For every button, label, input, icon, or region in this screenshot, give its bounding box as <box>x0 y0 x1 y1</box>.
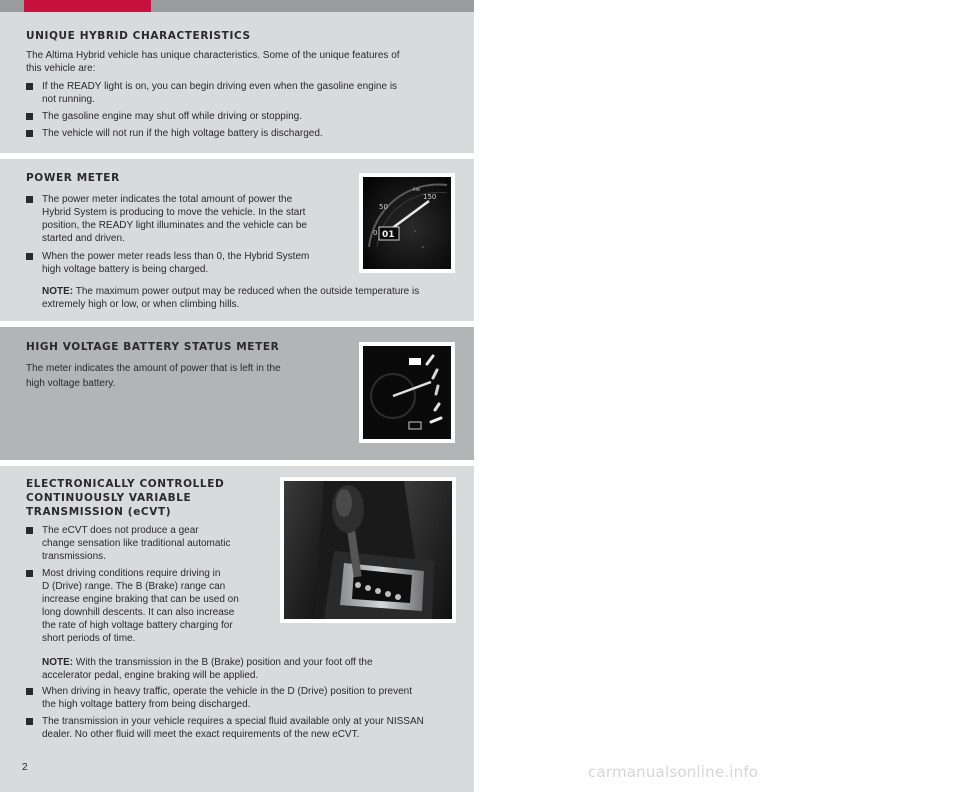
bullet-square-icon <box>26 130 33 137</box>
manual-page <box>0 0 474 792</box>
bullet-line: not running. <box>42 94 95 105</box>
gauge-50-label: 50 <box>379 203 388 211</box>
heading-line: ELECTRONICALLY CONTROLLED <box>26 478 225 490</box>
ecvt-bullet-4 <box>42 715 424 741</box>
bullet-line: change sensation like traditional automatic <box>42 538 231 549</box>
bullet-line: Most driving conditions require driving in <box>42 568 221 579</box>
unique-hybrid-bullet-3: The vehicle will not run if the high voltage battery is discharged. <box>42 128 323 139</box>
bullet-line: dealer. No other fluid will meet the exact requirements of the new eCVT. <box>42 729 360 740</box>
bullet-line: When the power meter reads less than 0, the Hybrid System <box>42 251 310 262</box>
bullet-line: D (Drive) range. The B (Brake) range can <box>42 581 226 592</box>
unique-hybrid-intro-2: this vehicle are: <box>26 63 96 74</box>
ecvt-bullet-3 <box>42 685 412 711</box>
section-ecvt <box>0 466 474 792</box>
bullet-square-icon <box>26 688 33 695</box>
ecvt-bullet-2 <box>42 567 239 645</box>
section-power-meter <box>0 159 474 321</box>
gauge-0-label: 0 <box>373 229 378 237</box>
power-meter-bullet-2 <box>42 250 309 276</box>
battery-gauge <box>363 346 451 439</box>
unique-hybrid-heading: UNIQUE HYBRID CHARACTERISTICS <box>26 30 251 42</box>
power-meter-bullet-1 <box>42 193 307 245</box>
power-gauge-graphic <box>363 177 451 269</box>
gauge-readout: 01 <box>382 230 395 240</box>
page-number: 2 <box>22 762 28 773</box>
battery-meter-heading: HIGH VOLTAGE BATTERY STATUS METER <box>26 341 280 353</box>
bullet-square-icon <box>26 570 33 577</box>
ecvt-heading <box>26 477 224 519</box>
heading-line: TRANSMISSION (eCVT) <box>26 506 172 518</box>
power-meter-image <box>359 173 455 273</box>
bullet-square-icon <box>26 83 33 90</box>
unique-hybrid-bullet-1 <box>42 80 397 106</box>
gear-shifter-graphic <box>284 481 452 619</box>
bullet-line: high voltage battery is being charged. <box>42 264 209 275</box>
note-text-2: accelerator pedal, engine braking will be applied. <box>42 670 259 681</box>
note-text: With the transmission in the B (Brake) position and your foot off the <box>73 657 373 668</box>
gear-shifter-photo <box>284 481 452 619</box>
bullet-line: If the READY light is on, you can begin driving even when the gasoline engine is <box>42 81 398 92</box>
bullet-line: long downhill descents. It can also increase <box>42 607 235 618</box>
bullet-line: When driving in heavy traffic, operate the vehicle in the D (Drive) position to prevent <box>42 686 412 697</box>
bullet-line: Hybrid System is producing to move the vehicle. In the start <box>42 207 306 218</box>
battery-gauge-graphic <box>363 346 451 439</box>
power-meter-heading: POWER METER <box>26 172 120 184</box>
ecvt-bullet-1 <box>42 524 230 563</box>
section-unique-hybrid <box>0 12 474 153</box>
note-text: The maximum power output may be reduced when the outside temperature is <box>73 286 420 297</box>
gauge-150-label: 150 <box>423 193 437 201</box>
watermark-text: carmanualsonline.info <box>588 763 759 781</box>
bullet-square-icon <box>26 253 33 260</box>
bullet-square-icon <box>26 718 33 725</box>
bullet-line: position, the READY light illuminates and the vehicle can be <box>42 220 307 231</box>
ecvt-note <box>42 656 373 682</box>
battery-full-icon <box>409 358 421 365</box>
gauge-kw-label: kw <box>413 187 420 193</box>
bullet-square-icon <box>26 113 33 120</box>
bullet-line: The eCVT does not produce a gear <box>42 525 199 536</box>
unique-hybrid-bullet-2: The gasoline engine may shut off while driving or stopping. <box>42 111 302 122</box>
section-battery-meter <box>0 327 474 460</box>
heading-line: CONTINUOUSLY VARIABLE <box>26 492 192 504</box>
bullet-square-icon <box>26 196 33 203</box>
bullet-line: increase engine braking that can be used on <box>42 594 239 605</box>
battery-meter-line-2: high voltage battery. <box>26 378 116 389</box>
battery-meter-image <box>359 342 455 443</box>
bullet-line: The transmission in your vehicle requires a special fluid available only at your NISSAN <box>42 716 424 727</box>
bullet-line: The power meter indicates the total amount of power the <box>42 194 293 205</box>
top-color-bar <box>0 0 474 12</box>
bullet-line: short periods of time. <box>42 633 136 644</box>
bullet-line: the rate of high voltage battery charging for <box>42 620 233 631</box>
gear-shifter-image <box>280 477 456 623</box>
power-meter-note <box>42 285 419 311</box>
note-label: NOTE: <box>42 286 74 297</box>
top-accent-bar <box>24 0 151 12</box>
battery-meter-line-1: The meter indicates the amount of power that is left in the <box>26 363 281 374</box>
unique-hybrid-intro-1: The Altima Hybrid vehicle has unique characteristics. Some of the unique features of <box>26 50 400 61</box>
note-text-2: extremely high or low, or when climbing hills. <box>42 299 240 310</box>
power-meter-gauge <box>363 177 451 269</box>
note-label: NOTE: <box>42 657 74 668</box>
bullet-square-icon <box>26 527 33 534</box>
bullet-line: transmissions. <box>42 551 106 562</box>
bullet-line: the high voltage battery from being discharged. <box>42 699 251 710</box>
bullet-line: started and driven. <box>42 233 125 244</box>
